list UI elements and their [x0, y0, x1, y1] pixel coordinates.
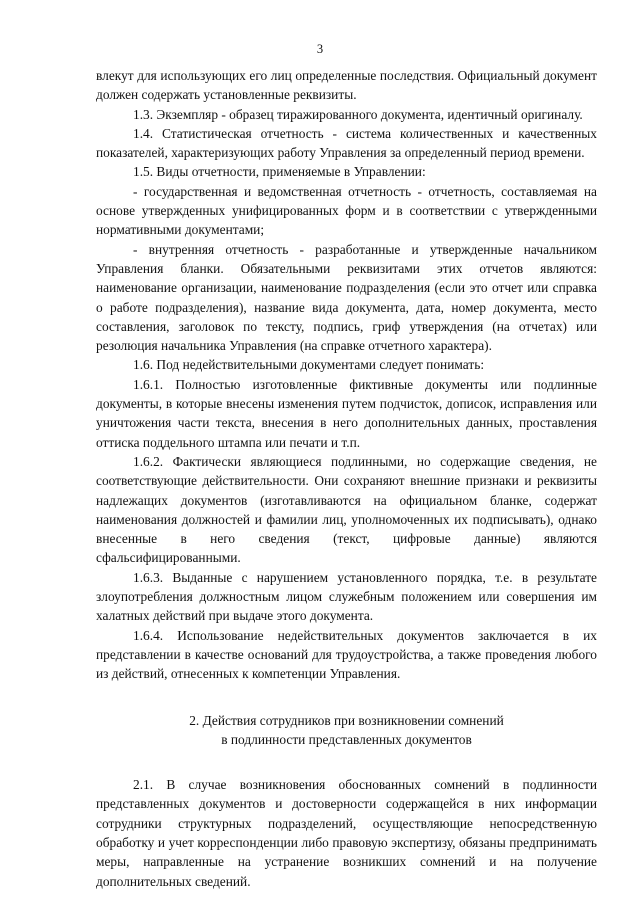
paragraph-1-6: 1.6. Под недействительными документами следует понимать:	[133, 357, 485, 373]
paragraph-1-6-3: 1.6.3. Выданные с нарушением установленного порядка, т.е. в результате злоупотребления должностным лицом служебным положением или совершения им халатных действий при выдаче этого документа.	[96, 569, 597, 624]
paragraph-2-1: 2.1. В случае возникновения обоснованных сомнений в подлинности представленных документов и достоверности содержащейся в них информации сотрудники структурных подразделений, осуществляющие непосредственную обработку и учет корреспонденции либо правовую экспертизу, обязаны предпринимать меры, направленные на устранение возникших сомнений и на получение дополнительных сведений.	[96, 777, 597, 889]
paragraph-1-5: 1.5. Виды отчетности, применяемые в Управлении:	[133, 164, 426, 180]
list-item-state-reporting: - государственная и ведомственная отчетность - отчетность, составляемая на основе утвержденных унифицированных форм и в соответствии с утвержденными нормативными документами;	[96, 183, 597, 238]
paragraph-continuation: влекут для использующих его лиц определенные последствия. Официальный документ должен содержать установленные реквизиты.	[96, 68, 597, 103]
paragraph-1-3: 1.3. Экземпляр - образец тиражированного документа, идентичный оригиналу.	[133, 106, 583, 122]
page-number: 3	[316, 42, 324, 56]
section-heading	[96, 711, 597, 750]
document-body	[96, 66, 597, 891]
paragraph-1-6-2: 1.6.2. Фактически являющиеся подлинными, но содержащие сведения, не соответствующие действительности. Они сохраняют внешние признаки и реквизиты надлежащих документов (изготавливаются на официальном бланке, содержат наименования должностей и фамилии лиц, уполномоченных их подписывать), однако внесенные в него сведения (текст, цифровые данные) являются сфальсифицированными.	[96, 453, 597, 566]
paragraph-1-6-4: 1.6.4. Использование недействительных документов заключается в их представлении в качестве оснований для трудоустройства, а также проведения любого из действий, отнесенных к компетенции Управления.	[96, 627, 597, 682]
list-item-internal-reporting: - внутренняя отчетность - разработанные и утвержденные начальником Управления бланки. Обязательными реквизитами этих отчетов являются: наименование организации, наименование подразделения (если это отчет или справка о работе подразделения), название вида документа, дата, номер документа, место составления, заголовок по тексту, подпись, гриф утверждения (на отчетах) или резолюция начальника Управления (на справке отчетного характера).	[96, 241, 597, 354]
section-heading-line-2: в подлинности представленных документов	[221, 731, 472, 747]
paragraph-1-4: 1.4. Статистическая отчетность - система количественных и качественных показателей, характеризующих работу Управления за определенный период времени.	[96, 125, 597, 161]
paragraph-1-6-1: 1.6.1. Полностью изготовленные фиктивные документы или подлинные документы, в которые внесены изменения путем подчисток, дописок, исправления или уничтожения части текста, внесения в него дополнительных данных, проставления оттиска поддельного штампа или печати и т.п.	[96, 376, 597, 450]
section-heading-line-1: 2. Действия сотрудников при возникновении сомнений	[189, 712, 504, 728]
